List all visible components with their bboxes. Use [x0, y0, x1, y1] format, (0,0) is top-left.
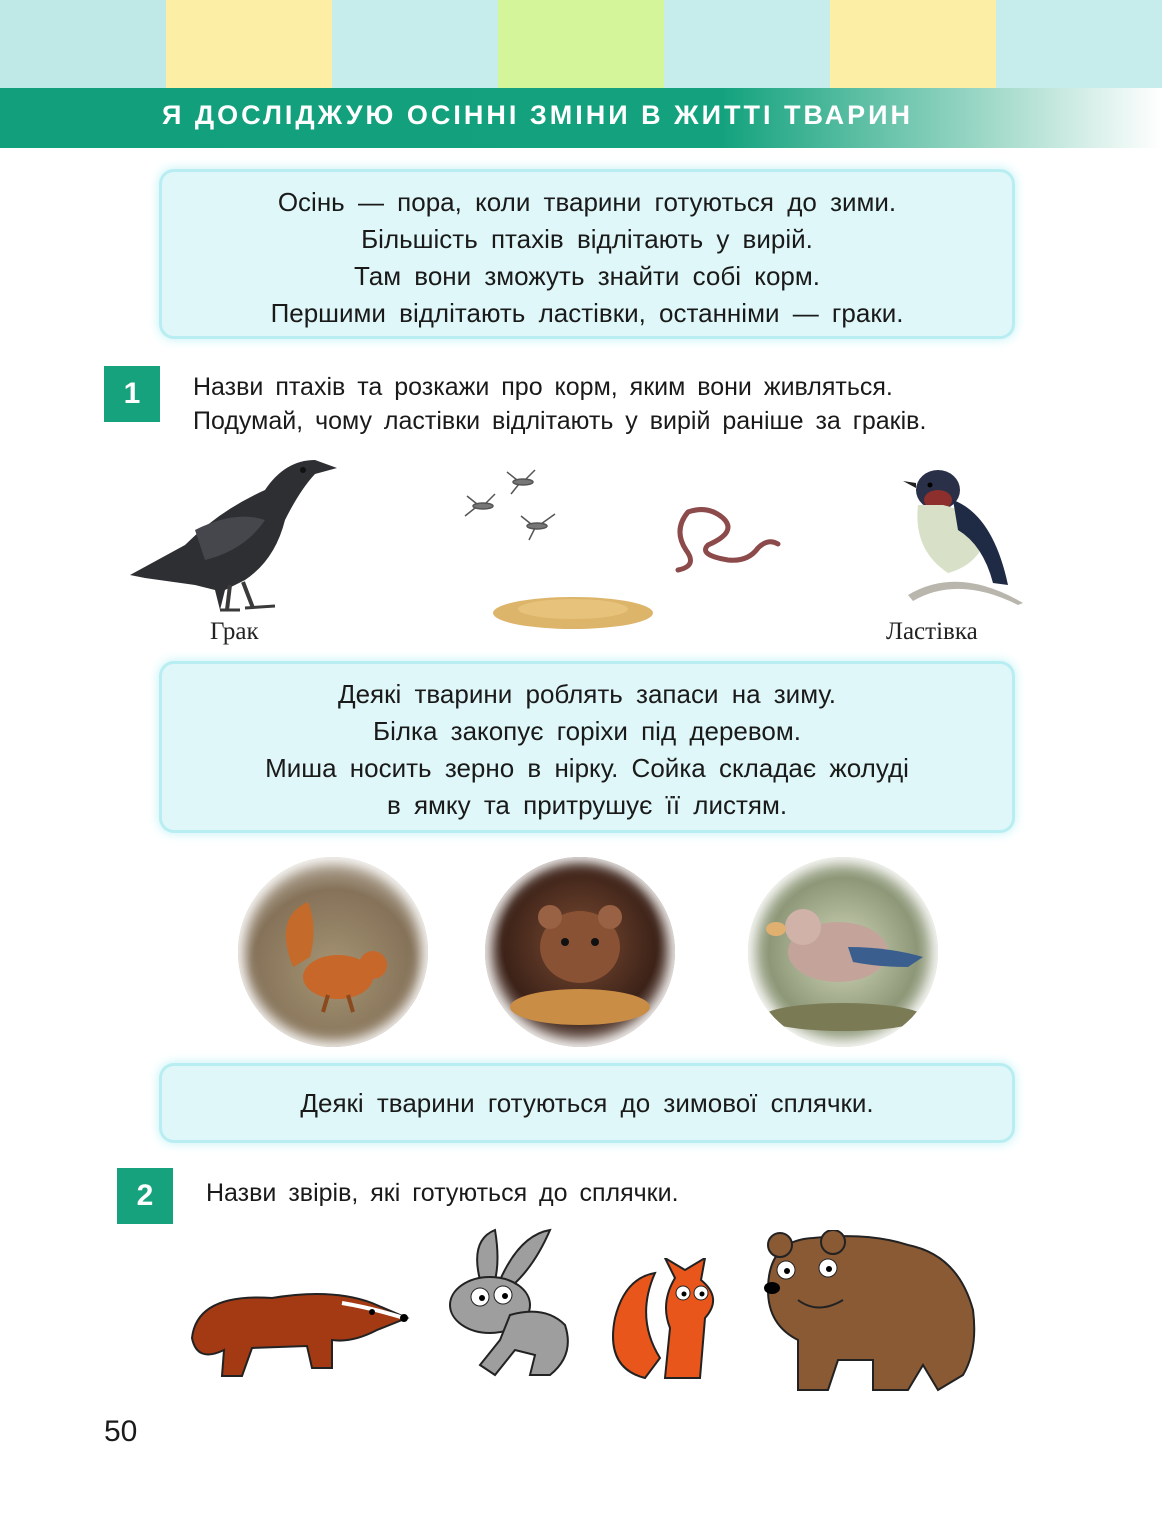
info-line: Миша носить зерно в нірку. Сойка складає жолуді [265, 753, 909, 783]
info-line: Деякі тварини готуються до зимової сплячки. [300, 1088, 874, 1118]
task-line: Подумай, чому ластівки відлітають у вирій раніше за граків. [193, 407, 927, 435]
task-1-text [193, 370, 1023, 438]
header-color-stripes [0, 0, 1162, 88]
grain-image [488, 585, 658, 635]
mosquitoes-image [455, 468, 565, 548]
stripe [996, 0, 1162, 88]
swallow-caption: Ластівка [886, 618, 978, 645]
mouse-photo [485, 857, 675, 1047]
info-line: в ямку та притрушує її листям. [386, 790, 788, 820]
task-line: Назви птахів та розкажи про корм, яким вони живляться. [193, 373, 893, 401]
info-box-hibernation [162, 1066, 1012, 1140]
task-number-2: 2 [117, 1168, 173, 1224]
title-bar [0, 88, 1162, 148]
info-line: Білка закопує горіхи під деревом. [373, 716, 801, 746]
jay-photo [748, 857, 938, 1047]
task-2-text: Назви звірів, які готуються до сплячки. [206, 1179, 679, 1207]
stripe [166, 0, 332, 88]
rook-caption: Грак [210, 618, 259, 645]
fox-drawing [605, 1258, 755, 1388]
stripe [664, 0, 830, 88]
page-title: Я ДОСЛІДЖУЮ ОСІННІ ЗМІНИ В ЖИТТІ ТВАРИН [162, 100, 914, 130]
squirrel-photo [238, 857, 428, 1047]
stripe [830, 0, 996, 88]
badger-drawing [182, 1268, 412, 1383]
info-box-stores [162, 664, 1012, 830]
swallow-image [898, 455, 1028, 605]
info-line: Там вони зможуть знайти собі корм. [354, 261, 820, 291]
stripe [498, 0, 664, 88]
page-number: 50 [104, 1415, 138, 1448]
info-line: Осінь — пора, коли тварини готуються до зими. [277, 187, 897, 217]
info-line: Деякі тварини роблять запаси на зиму. [337, 679, 836, 709]
info-line: Першими відлітають ластівки, останніми — граки. [270, 298, 904, 328]
stripe [332, 0, 498, 88]
stripe [0, 0, 166, 88]
worm-image [668, 500, 783, 575]
info-box-autumn [162, 172, 1012, 336]
hare-drawing [425, 1225, 590, 1385]
bear-drawing [758, 1230, 978, 1395]
task-number-1: 1 [104, 366, 160, 422]
rook-image [125, 450, 345, 620]
info-line: Більшість птахів відлітають у вирій. [361, 224, 813, 254]
